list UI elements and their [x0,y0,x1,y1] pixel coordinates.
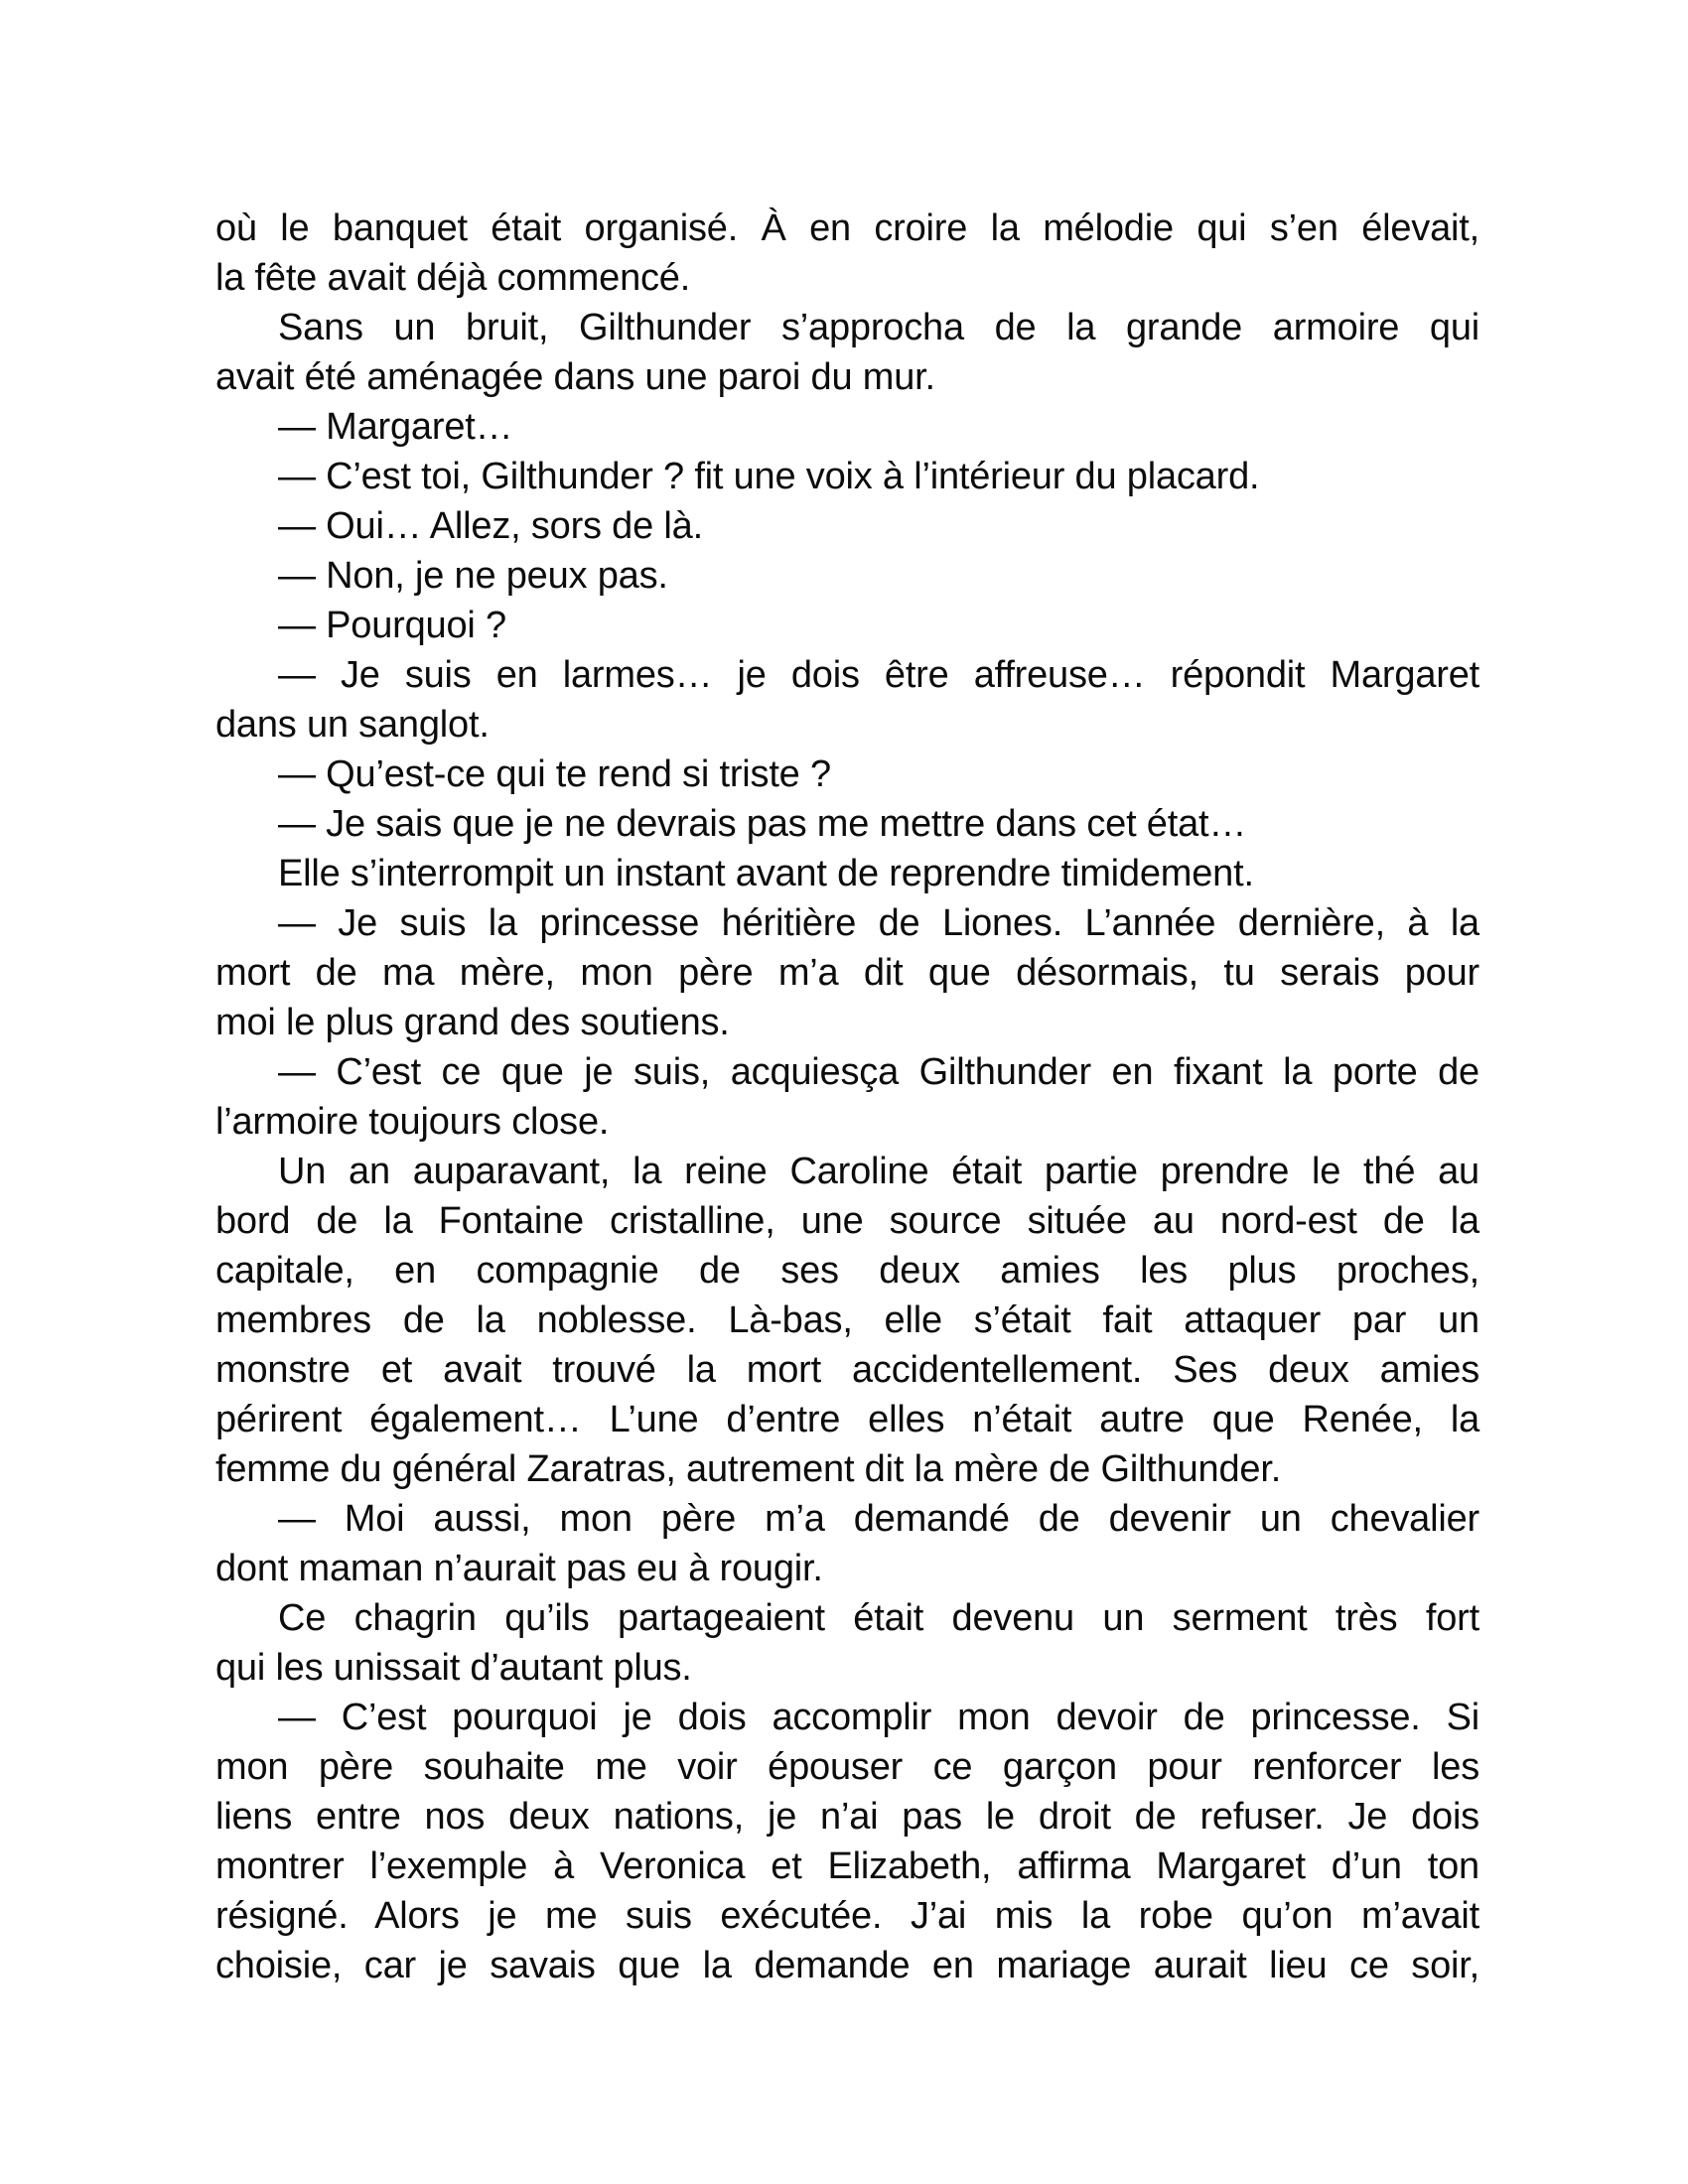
text-line: — Margaret… [278,406,513,448]
text-line: — Je sais que je ne devrais pas me mettre dans cet état… [278,803,1247,845]
text-line: mon père souhaite me voir épouser ce garçon pour renforcer les [215,1746,1479,1788]
text-line: mort de ma mère, mon père m’a dit que désormais, tu serais pour [215,952,1479,994]
text-line: périrent également… L’une d’entre elles n’était autre que Renée, la [215,1399,1479,1440]
text-line: Sans un bruit, Gilthunder s’approcha de la grande armoire qui [278,307,1479,348]
page-text-block [215,204,1479,1990]
text-line: — Je suis en larmes… je dois être affreuse… répondit Margaret [278,654,1479,696]
text-line: choisie, car je savais que la demande en mariage aurait lieu ce soir, [215,1945,1479,1986]
text-line: femme du général Zaratras, autrement dit la mère de Gilthunder. [215,1448,1282,1490]
text-line: dont maman n’aurait pas eu à rougir. [215,1548,823,1589]
text-line: l’armoire toujours close. [215,1101,610,1143]
text-line: liens entre nos deux nations, je n’ai pas le droit de refuser. Je dois [215,1796,1479,1838]
text-line: Ce chagrin qu’ils partageaient était devenu un serment très fort [278,1597,1479,1639]
text-line: résigné. Alors je me suis exécutée. J’ai mis la robe qu’on m’avait [215,1895,1479,1937]
text-line: monstre et avait trouvé la mort accidentellement. Ses deux amies [215,1349,1479,1391]
text-line: bord de la Fontaine cristalline, une source située au nord-est de la [215,1200,1479,1242]
text-line: moi le plus grand des soutiens. [215,1002,730,1043]
text-line: — Oui… Allez, sors de là. [278,505,703,547]
text-line: — C’est toi, Gilthunder ? fit une voix à l’intérieur du placard. [278,456,1260,497]
text-line: — Je suis la princesse héritière de Liones. L’année dernière, à la [278,902,1479,944]
text-line: — C’est ce que je suis, acquiesça Gilthunder en fixant la porte de [278,1051,1479,1093]
text-line: où le banquet était organisé. À en croire la mélodie qui s’en élevait, [215,207,1479,249]
text-line: avait été aménagée dans une paroi du mur. [215,356,935,398]
text-line: qui les unissait d’autant plus. [215,1647,692,1689]
text-line: — Pourquoi ? [278,605,506,646]
text-line: — C’est pourquoi je dois accomplir mon devoir de princesse. Si [278,1697,1479,1738]
text-line: Un an auparavant, la reine Caroline était partie prendre le thé au [278,1151,1479,1192]
text-line: montrer l’exemple à Veronica et Elizabeth, affirma Margaret d’un ton [215,1845,1479,1887]
text-line: capitale, en compagnie de ses deux amies les plus proches, [215,1250,1479,1292]
text-line: membres de la noblesse. Là-bas, elle s’était fait attaquer par un [215,1299,1479,1341]
text-line: — Qu’est-ce qui te rend si triste ? [278,753,831,795]
text-line: — Non, je ne peux pas. [278,555,668,597]
text-line: Elle s’interrompit un instant avant de reprendre timidement. [278,853,1254,894]
text-line: la fête avait déjà commencé. [215,257,691,299]
text-line: dans un sanglot. [215,704,490,746]
text-line: — Moi aussi, mon père m’a demandé de devenir un chevalier [278,1498,1479,1540]
